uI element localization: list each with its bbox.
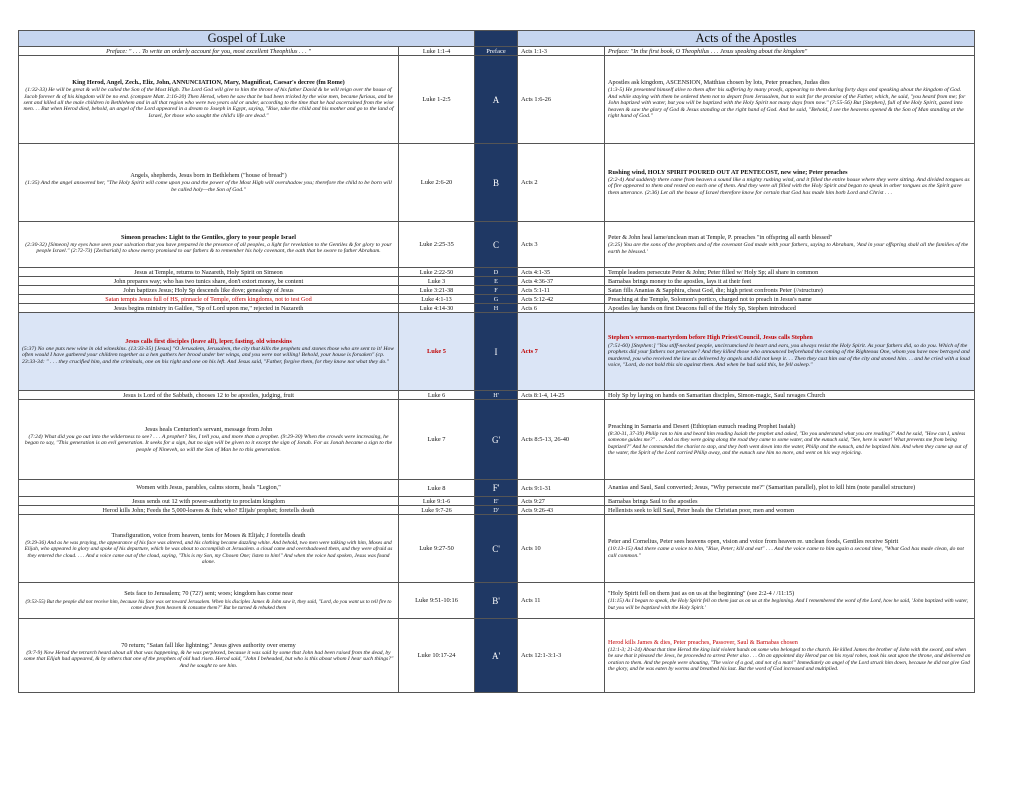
row-g-prime-right xyxy=(605,400,975,480)
row-b-right-ref: Acts 2 xyxy=(518,144,605,222)
row-g-prime-letter: G' xyxy=(475,400,518,480)
row-e-prime-right: Barnabas brings Saul to the apostles xyxy=(605,497,975,506)
row-f-prime-left-ref: Luke 8 xyxy=(399,480,475,497)
preface-right: Preface: "In the first book, O Theophilus . . . Jesus speaking about the kingdom" xyxy=(605,47,975,56)
row-f-prime-left: Women with Jesus, parables, calms storm, heals "Legion," xyxy=(19,480,399,497)
row-c-prime-right xyxy=(605,515,975,583)
preface-left-ref: Luke 1:1-4 xyxy=(399,47,475,56)
row-c-prime-left-head: Transfiguration, voice from heaven, tents for Moses & Elijah; J foretells death xyxy=(111,532,306,540)
row-d-letter: D xyxy=(475,268,518,277)
row-a-left-quote: (1:32-33) He will be great & will be called the Son of the Most High. The Lord God will give to him the throne of his father David & he will reign over the house of Jacob forever & of his kingdom will be no end. (compare Matt. 2:16-20) Then Herod, when he saw that he had been tricked by the wise men, became furious, and he sent and killed all the male children in Bethlehem and in all that region who were two years old or under, according to the time that he had ascertained from the wise men. . . But when Herod died, behold, an angel of the Lord appeared in a dream to Joseph in Egypt, saying, "Rise, take the child and his mother and go to the land of Israel, for those who sought the child's life are dead." xyxy=(23,87,394,119)
row-b-prime-right-ref: Acts 11 xyxy=(518,583,605,619)
row-i-letter: I xyxy=(475,313,518,391)
row-g-prime-left-head: Jesus heals Centurion's servant, message from John xyxy=(144,425,273,433)
row-b-prime-left-ref: Luke 9:51-10:16 xyxy=(399,583,475,619)
row-a-prime-right xyxy=(605,619,975,693)
row-c-prime-right-ref: Acts 10 xyxy=(518,515,605,583)
row-a-right-quote: (1:3-5) He presented himself alive to them after his suffering by many proofs, appearing to them during forty days and speaking about the kingdom of God. And while staying with them he ordered them not to depart from Jerusalem, but to wait for the promise of the Father, which, he said, "you heard from me; for John baptized with water, but you will be baptized with the Holy Spirit not many days from now." (7:55-56) But [Stephen], full of the Holy Spirit, gazed into heaven & saw the glory of God & Jesus standing at the right hand of God. And he said, "Behold, I see the heavens opened & the Son of Man standing at the right hand of God." xyxy=(608,87,966,120)
preface-label: Preface xyxy=(475,47,518,56)
row-e-prime-letter: E' xyxy=(475,497,518,506)
row-b-right xyxy=(605,144,975,222)
row-c-left-ref: Luke 2:25-35 xyxy=(399,222,475,268)
row-e-prime-left: Jesus sends out 12 with power-authority to proclaim kingdom xyxy=(19,497,399,506)
row-c-left xyxy=(19,222,399,268)
header-spacer xyxy=(475,31,518,47)
row-f-left-ref: Luke 3:21-38 xyxy=(399,286,475,295)
row-a-prime-left-quote: (9:7-9) Now Herod the tetrarch heard about all that was happening, & he was perplexed, because it was said by some that John had been raised from the dead, by some that Elijah had appeared, & by others that one of the prophets of old had risen. Herod said, "John I beheaded, but who is this about whom I hear such things?" And he sought to see him. xyxy=(23,649,394,669)
row-i-left xyxy=(19,313,399,391)
row-h-right: Apostles lay hands on first Deacons full of the Holy Sp, Stephen introduced xyxy=(605,304,975,313)
row-a-left-ref: Luke 1-2:5 xyxy=(399,56,475,144)
row-b-prime-letter: B' xyxy=(475,583,518,619)
row-a-prime-left xyxy=(19,619,399,693)
row-b-prime-left-quote: (9:53-55) But the people did not receive him, because his face was set toward Jerusalem. When his disciples James & John saw it, they said, "Lord, do you want us to tell fire to come down from heaven & consume them?" But he turned & rebuked them xyxy=(25,598,392,611)
row-h-prime-right-ref: Acts 8:1-4, 14-25 xyxy=(518,391,605,400)
row-e-left: John prepares way; who has two tunics share, don't extort money, be content xyxy=(19,277,399,286)
row-b-letter: B xyxy=(475,144,518,222)
row-c-prime-right-head: Peter and Cornelius, Peter sees heavens open, vision and voice from heaven re. unclean foods, Gentiles receive Spirit xyxy=(608,537,899,545)
row-e-left-ref: Luke 3 xyxy=(399,277,475,286)
row-g-prime-right-ref: Acts 8:5-13, 26-40 xyxy=(518,400,605,480)
row-b-left-ref: Luke 2:6-20 xyxy=(399,144,475,222)
row-e-right-ref: Acts 4:36-37 xyxy=(518,277,605,286)
row-c-prime-left-quote: (9:29-36) And as he was praying, the appearance of his face was altered, and his clothing became dazzling white. And behold, two men were talking with him, Moses and Elijah, who appeared in glory and spoke of his departure, which he was about to accomplish at Jerusalem. a cloud came and overshadowed them, and they were afraid as they entered the cloud. . . . And a voice came out of the cloud, saying, "This is my Son, my Chosen One; listen to him!" And when the voice had spoken, Jesus was found alone. xyxy=(24,540,393,565)
row-i-right-head: Stephen's sermon-martyrdom before High Priest/Council, Jesus calls Stephen xyxy=(608,334,813,342)
row-a-prime-left-ref: Luke 10:17-24 xyxy=(399,619,475,693)
row-c-left-head: Simeon preaches: Light to the Gentiles, glory to your people Israel xyxy=(121,233,296,241)
row-h-prime-left: Jesus is Lord of the Sabbath, chooses 12 to be apostles, judging, fruit xyxy=(19,391,399,400)
row-g-right: Preaching at the Temple, Solomon's portico, charged not to preach in Jesus's name xyxy=(605,295,975,304)
row-f-left: John baptizes Jesus; Holy Sp descends like dove; genealogy of Jesus xyxy=(19,286,399,295)
row-h-left-ref: Luke 4:14-30 xyxy=(399,304,475,313)
row-b-left-head: Angels, shepherds, Jesus born in Bethlehem ("house of bread") xyxy=(130,171,287,179)
row-a-right-ref: Acts 1:6-26 xyxy=(518,56,605,144)
row-g-prime-right-head: Preaching in Samaria and Desert (Ethiopian eunuch reading Prophet Isaiah) xyxy=(608,423,796,431)
row-a-left-head: King Herod, Angel, Zech., Eliz, John, ANNUNCIATION, Mary, Magnificat, Caesar's decree (fm Rome) xyxy=(72,79,345,87)
row-c-prime-letter: C' xyxy=(475,515,518,583)
row-f-right: Satan fills Ananias & Sapphira, cheat God, die; high priest confronts Peter (//structure) xyxy=(605,286,975,295)
row-b-left xyxy=(19,144,399,222)
row-g-prime-left-quote: (7:24) What did you go out into the wilderness to see? . . . A prophet? Yes, I tell you, and more than a prophet. (9:29-30) When the crowds were increasing, he began to say, "This generation is an evil generation. It seeks for a sign, but no sign will be given to it except the sign of Jonah. For as Jonah became a sign to the people of Nineveh, so will the Son of Man be to this generation. xyxy=(24,433,393,453)
row-b-prime-right xyxy=(605,583,975,619)
preface-right-ref: Acts 1:1-3 xyxy=(518,47,605,56)
row-c-right xyxy=(605,222,975,268)
row-i-left-head: Jesus calls first disciples (leave all), leper, fasting, old wineskins xyxy=(125,337,292,345)
row-d-right-ref: Acts 4:1-35 xyxy=(518,268,605,277)
row-d-left-ref: Luke 2:22-50 xyxy=(399,268,475,277)
row-c-left-quote: (2:30-32) [Simeon] my eyes have seen your salvation that you have prepared in the presence of all peoples, a light for revelation to the Gentiles & for glory to your people Israel." (2:72-73) [Zechariah] to show mercy promised to our fathers & to remember his holy covenant, the oath that he swore to father Abraham. xyxy=(25,241,392,255)
row-b-right-head: Rushing wind, HOLY SPIRIT POURED OUT AT PENTECOST, new wine; Peter preaches xyxy=(608,168,848,176)
row-a-prime-letter: A' xyxy=(475,619,518,693)
row-i-right-quote: (7:51-60) [Stephen:] "You stiff-necked people, uncircumcised in heart and ears, you always resist the Holy Spirit. As your fathers did, so do you. Which of the prophets did your fathers not persecute? And they killed those who announced beforehand the coming of the Righteous One, whom you have now betrayed and murdered, you who received the law as delivered by angels and did not keep it. . . Then they cast him out of the city and stoned him. . . and he cried with a loud voice, "Lord, do not hold this sin against them. And when he had said this, he fell asleep." xyxy=(608,342,970,369)
row-i-left-quote: (5:37) No one puts new wine in old wineskins. (13:33-35) [Jesus] "O Jerusalem, Jerusalem, the city that kills the prophets and stones those who are sent to it! How often would I have gathered your children together as a hen gathers her brood under her wings, and you were not willing! Behold, your house is forsaken" (cp. 23:33-34: " . . . they crucified him, and the criminals, one on his right and one on his left. And Jesus said, "Father, forgive them, for they know not what they do." xyxy=(22,345,395,365)
row-g-right-ref: Acts 5:12-42 xyxy=(518,295,605,304)
row-a-right xyxy=(605,56,975,144)
row-g-prime-left-ref: Luke 7 xyxy=(399,400,475,480)
row-g-left: Satan tempts Jesus full of HS, pinnacle of Temple, offers kingdoms, not to test God xyxy=(19,295,399,304)
row-c-right-head: Peter & John heal lame/unclean man at Temple, P. preaches "in offspring all earth blessed" xyxy=(608,233,833,241)
row-f-right-ref: Acts 5:1-11 xyxy=(518,286,605,295)
row-a-prime-right-ref: Acts 12:1-3:1-3 xyxy=(518,619,605,693)
row-c-prime-left-ref: Luke 9:27-50 xyxy=(399,515,475,583)
row-h-letter: H xyxy=(475,304,518,313)
acts-header: Acts of the Apostles xyxy=(518,31,975,47)
row-g-prime-left xyxy=(19,400,399,480)
gospel-of-luke-header: Gospel of Luke xyxy=(19,31,475,47)
row-a-right-head: Apostles ask kingdom, ASCENSION, Matthias chosen by lots, Peter preaches, Judas dies xyxy=(608,79,830,87)
row-b-prime-right-quote: (11:15) As I began to speak, the Holy Spirit fell on them just as on us at the beginning. And I remembered the word of the Lord, how he said, 'John baptized with water, but you will be baptized with the Holy Spirit.' xyxy=(608,598,969,611)
row-c-prime-right-quote: (10:13-15) And there came a voice to him, "Rise, Peter; kill and eat" . . . And the voice came to him again a second time, "What God has made clean, do not call common." xyxy=(608,546,964,559)
row-d-prime-letter: D' xyxy=(475,506,518,515)
row-a-left xyxy=(19,56,399,144)
row-g-left-ref: Luke 4:1-13 xyxy=(399,295,475,304)
row-c-right-ref: Acts 3 xyxy=(518,222,605,268)
row-b-left-quote: (1:35) And the angel answered her, "The Holy Spirit will come upon you and the power of the Most High will overshadow you; therefore the child to be born will be called holy—the Son of God." xyxy=(25,180,392,193)
row-a-prime-right-head: Herod kills James & dies, Peter preaches, Passover, Saul & Barnabas chosen xyxy=(608,639,798,647)
row-g-prime-right-quote: (8:30-31, 37-39) Philip ran to him and heard him reading Isaiah the prophet and asked, "Do you understand what you are reading?" And he said, "How can I, unless someone guides me?" . . . And as they were going along the road they came to some water, and the eunuch said, "See, here is water! What prevents me from being baptized?" And he commanded the chariot to stop, and they both went down into the water, Philip and the eunuch, and he baptized him. And when they came up out of the water, the Spirit of the Lord carried Philip away, and the eunuch saw him no more, and went on his way rejoicing. xyxy=(608,431,968,456)
chiasm-table xyxy=(18,30,975,693)
row-i-right xyxy=(605,313,975,391)
row-i-left-ref: Luke 5 xyxy=(399,313,475,391)
row-d-prime-right-ref: Acts 9:26-43 xyxy=(518,506,605,515)
row-h-prime-letter: H' xyxy=(475,391,518,400)
row-a-letter: A xyxy=(475,56,518,144)
row-d-prime-left-ref: Luke 9:7-26 xyxy=(399,506,475,515)
row-e-prime-left-ref: Luke 9:1-6 xyxy=(399,497,475,506)
row-f-prime-right-ref: Acts 9:1-31 xyxy=(518,480,605,497)
row-b-right-quote: (2:2-4) And suddenly there came from heaven a sound like a mighty rushing wind, and it filled the entire house where they were sitting. And divided tongues as of fire appeared to them and rested on each one of them. And they were all filled with the Holy Spirit and began to speak in other tongues as the Spirit gave them utterance. (2:36) Let all the house of Israel therefore know for certain that God has made him both Lord and Christ . . . xyxy=(608,176,970,196)
row-e-prime-right-ref: Acts 9:27 xyxy=(518,497,605,506)
preface-left: Preface: " . . . To write an orderly account for you, most excellent Theophilus . . . " xyxy=(19,47,399,56)
row-b-prime-right-head: "Holy Spirit fell on them just as on us at the beginning" (see 2:2-4 / /11:15) xyxy=(608,590,795,598)
row-h-right-ref: Acts 6 xyxy=(518,304,605,313)
row-h-prime-left-ref: Luke 6 xyxy=(399,391,475,400)
row-d-right: Temple leaders persecute Peter & John; Peter filled w/ Holy Sp; all share in common xyxy=(605,268,975,277)
row-b-prime-left xyxy=(19,583,399,619)
row-f-prime-right: Ananias and Saul, Saul converted; Jesus, "Why persecute me?" (Samaritan parallel), plot to kill him (note parallel structure) xyxy=(605,480,975,497)
row-e-letter: E xyxy=(475,277,518,286)
row-h-prime-right: Holy Sp by laying on hands on Samaritan disciples, Simon-magic, Saul ravages Church xyxy=(605,391,975,400)
row-a-prime-left-head: 70 return; "Satan fall like lightning;" Jesus gives authority over enemy xyxy=(121,641,296,649)
row-c-right-quote: (3:25) You are the sons of the prophets and of the covenant God made with your fathers, saying to Abraham, 'And in your offspring shall all the families of the earth be blessed.' xyxy=(608,242,969,255)
row-c-letter: C xyxy=(475,222,518,268)
row-d-left: Jesus at Temple, returns to Nazareth, Holy Spirit on Simeon xyxy=(19,268,399,277)
row-f-prime-letter: F' xyxy=(475,480,518,497)
row-g-letter: G xyxy=(475,295,518,304)
row-e-right: Barnabas brings money to the apostles, lays it at their feet xyxy=(605,277,975,286)
row-i-right-ref: Acts 7 xyxy=(518,313,605,391)
row-a-prime-right-quote: (12:1-3; 21-24) About that time Herod the king laid violent hands on some who belonged to the church. He killed James the brother of John with the sword, and when he saw that it pleased the Jews, he proceeded to arrest Peter also . . . On an appointed day Herod put on his royal robes, took his seat upon the throne, and delivered an oration to them. And the people were shouting, "The voice of a god, and not of a man!" Immediately an angel of the Lord struck him down, because he did not give God the glory, and he was eaten by worms and breathed his last. But the word of God increased and multiplied. xyxy=(608,647,971,672)
row-f-letter: F xyxy=(475,286,518,295)
row-c-prime-left xyxy=(19,515,399,583)
row-d-prime-right: Hellenists seek to kill Saul, Peter heals the Christian poor, men and women xyxy=(605,506,975,515)
row-h-left: Jesus begins ministry in Galilee, "Sp of Lord upon me," rejected in Nazareth xyxy=(19,304,399,313)
row-d-prime-left: Herod kills John; Feeds the 5,000-loaves & fish; who? Elijah/ prophet; foretells death xyxy=(19,506,399,515)
row-b-prime-left-head: Sets face to Jerusalem; 70 (72?) sent; woes; kingdom has come near xyxy=(124,590,293,598)
